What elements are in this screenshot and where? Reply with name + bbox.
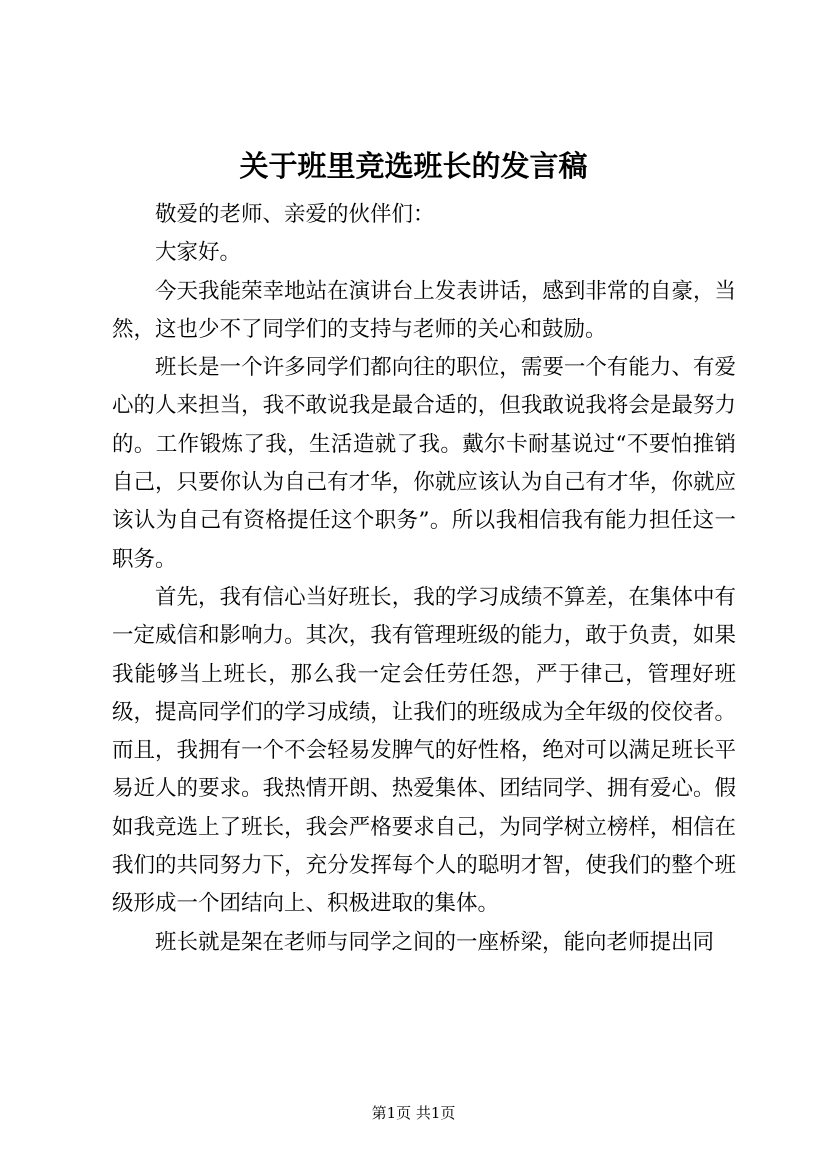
- body-paragraph: 班长就是架在老师与同学之间的一座桥梁，能向老师提出同: [155, 929, 715, 955]
- document-body: [112, 196, 736, 962]
- page-number-footer: 第1页 共1页: [371, 1104, 456, 1122]
- greeting-paragraph: 敬爱的老师、亲爱的伙伴们：: [155, 202, 435, 227]
- salutation-paragraph: 大家好。: [155, 240, 242, 266]
- body-paragraph: 班长是一个许多同学们都向往的职位，需要一个有能力、有爱心的人来担当，我不敢说我是最合适的，但我敢说我将会是最努力的。工作锻炼了我，生活造就了我。戴尔卡耐基说过“不要怕推销自己，只要你认为自己有才华，你就应该认为自己有才华，你就应该认为自己有资格提任这个职务”。所以我相信我有能力担任这一职务。: [112, 355, 736, 572]
- document-title: 关于班里竞选班长的发言稿: [239, 149, 588, 183]
- body-paragraph: 首先，我有信心当好班长，我的学习成绩不算差，在集体中有一定威信和影响力。其次，我有管理班级的能力，敢于负责，如果我能够当上班长，那么我一定会任劳任怨，严于律己，管理好班级，提高同学们的学习成绩，让我们的班级成为全年级的佼佼者。而且，我拥有一个不会轻易发脾气的好性格，绝对可以满足班长平易近人的要求。我热情开朗、热爱集体、团结同学、拥有爱心。假如我竞选上了班长，我会严格要求自己，为同学树立榜样，相信在我们的共同努力下，充分发挥每个人的聪明才智，使我们的整个班级形成一个团结向上、积极进取的集体。: [112, 584, 736, 917]
- body-paragraph: 今天我能荣幸地站在演讲台上发表讲话，感到非常的自豪，当然，这也少不了同学们的支持与老师的关心和鼓励。: [112, 278, 736, 342]
